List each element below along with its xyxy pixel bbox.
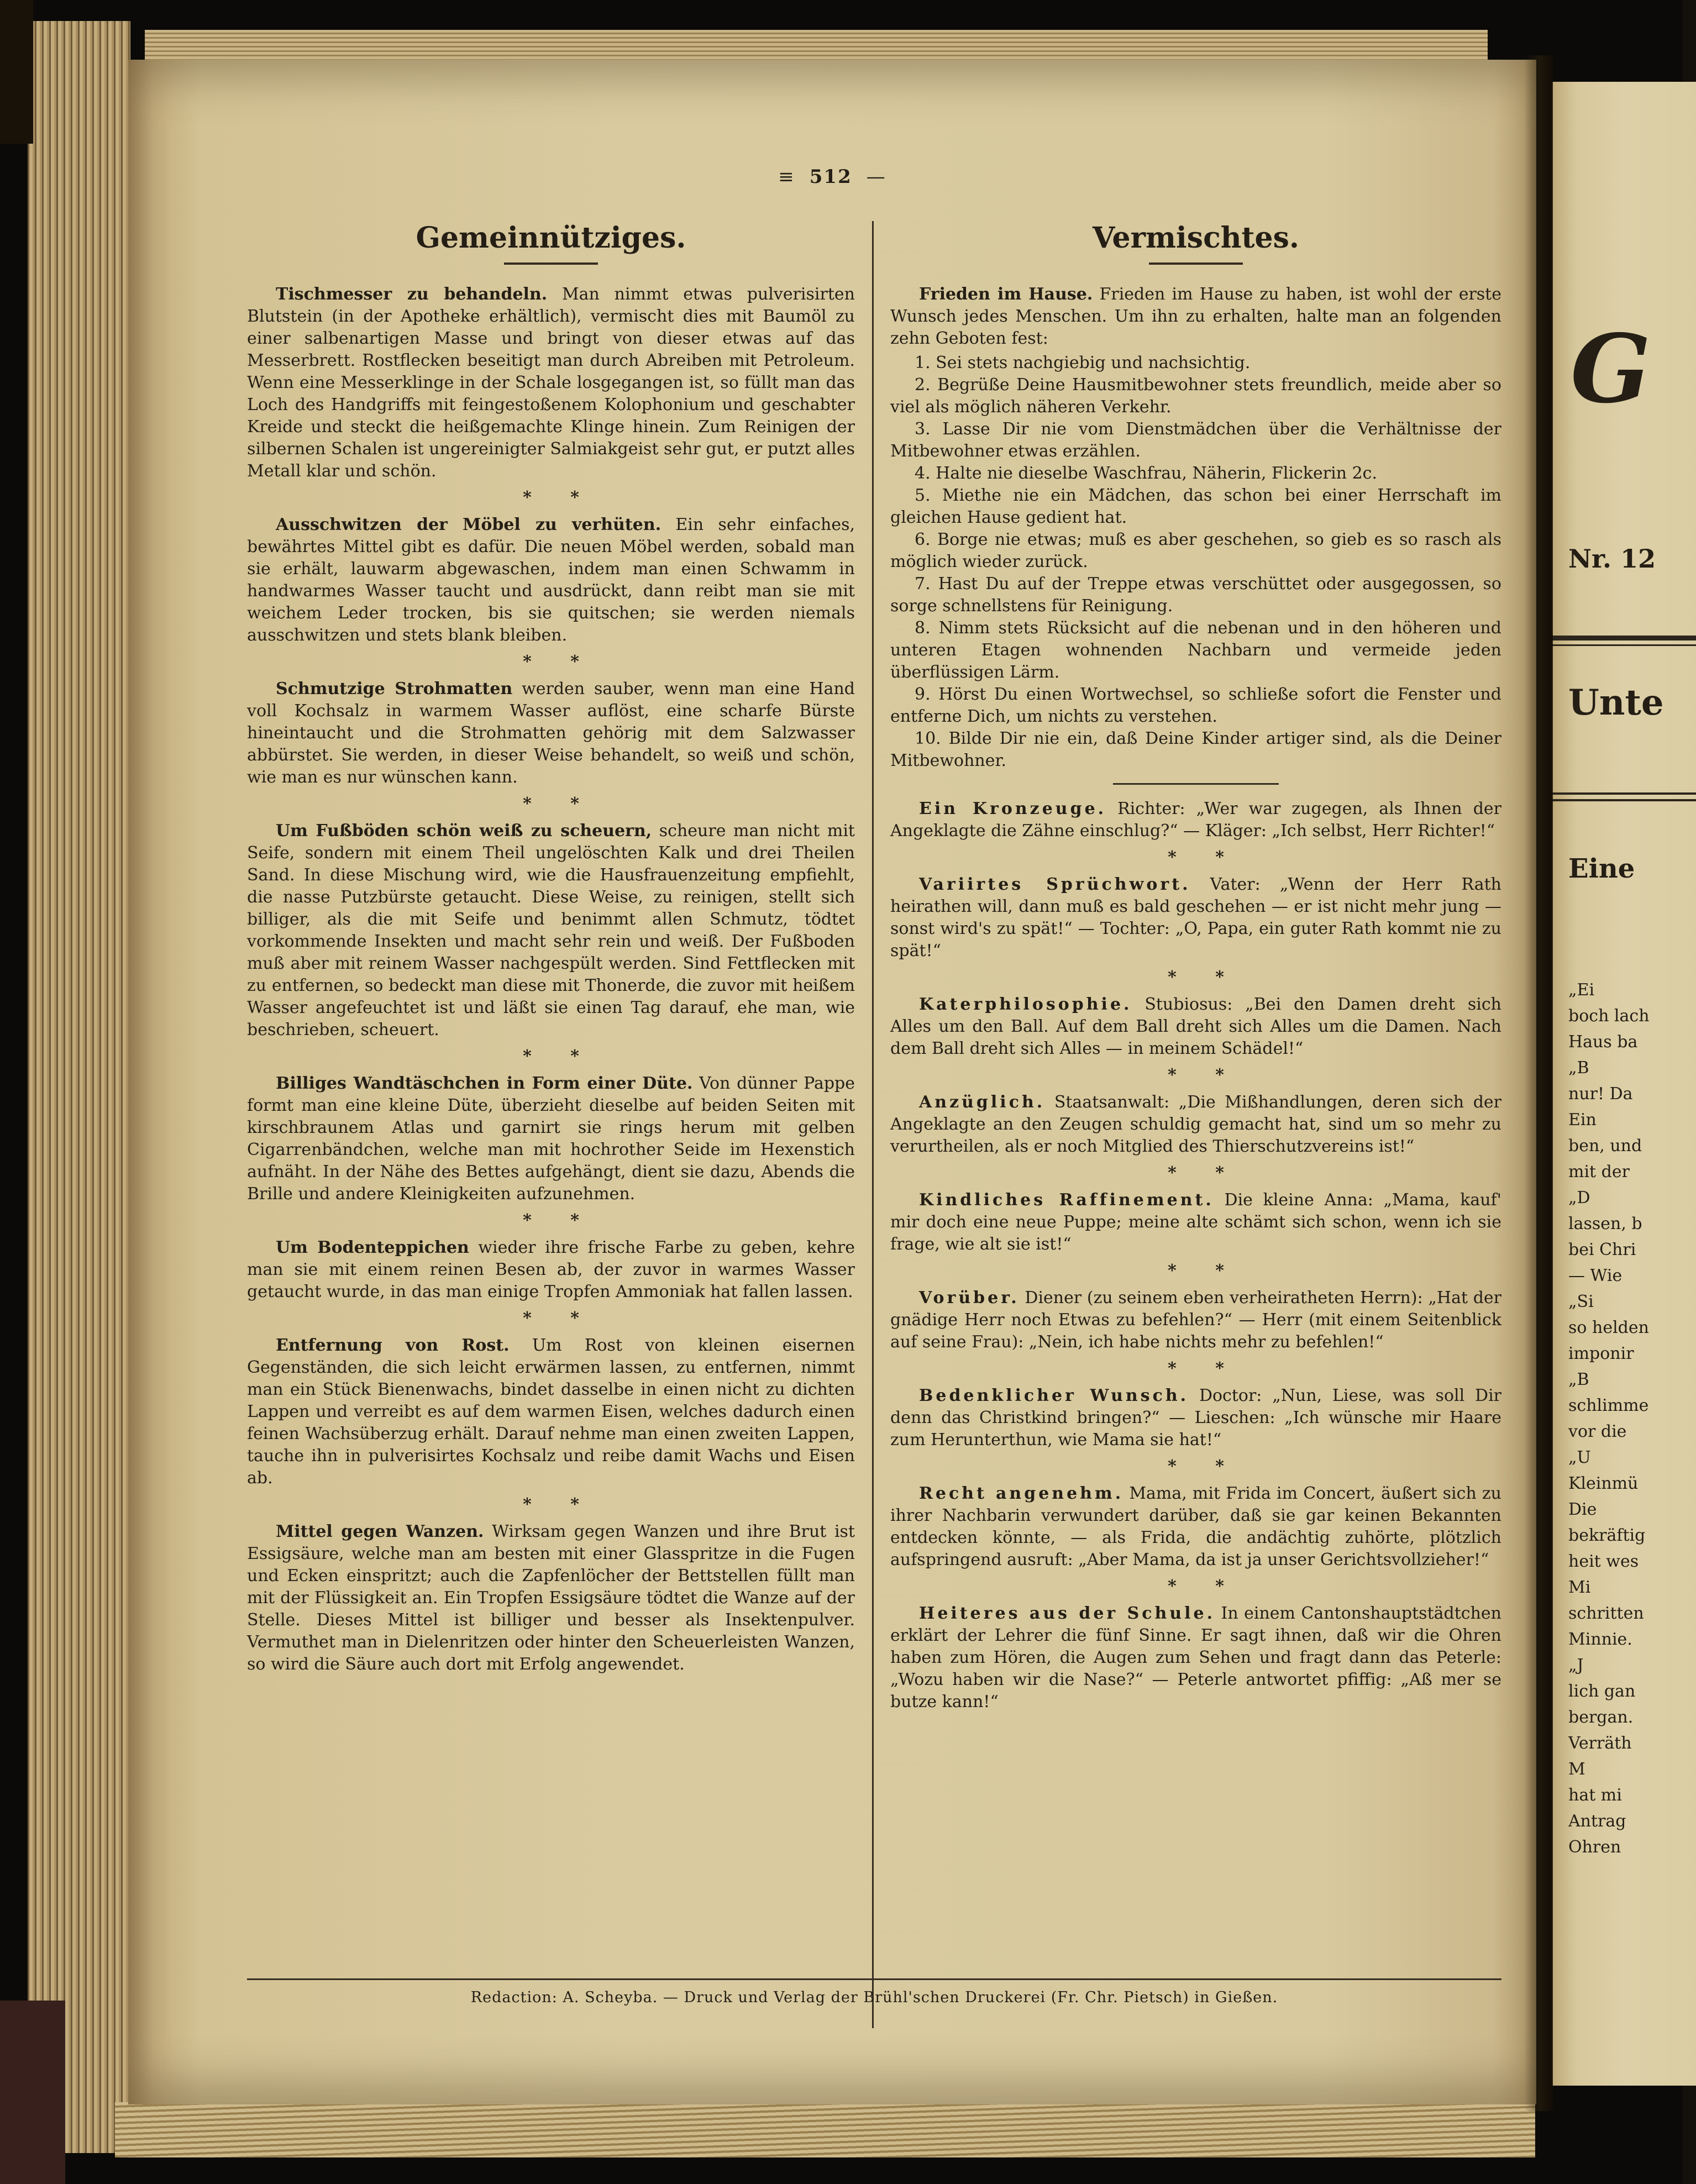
article-wanzen xyxy=(247,1521,855,1676)
article-vorueber xyxy=(890,1287,1501,1353)
article-title: Schmutzige Strohmatten xyxy=(276,679,513,699)
column-divider-rule xyxy=(872,221,874,2028)
article-text: Die kleine Anna: „Mama, kauf' mir doch eine neue Puppe; meine alte schämt sich schon, wenn ich sie frage, wie alt sie ist!“ xyxy=(890,1190,1501,1254)
article-spruechwort xyxy=(890,874,1501,962)
article-title: Ein Kronzeuge. xyxy=(919,799,1107,818)
asterisk-divider: * * xyxy=(523,794,596,813)
text-fragment: boch lach xyxy=(1568,1006,1650,1026)
book-page-stack-top xyxy=(145,30,1488,62)
column-gap xyxy=(855,221,890,2023)
asterisk-divider: * * xyxy=(523,1495,596,1514)
book-page-stack-left xyxy=(28,21,130,2153)
article-title: Katerphilosophie. xyxy=(919,995,1132,1014)
page-number-ornament-left: ≡ xyxy=(778,166,795,188)
asterisk-divider: * * xyxy=(1168,848,1241,867)
text-fragment: Mi xyxy=(1568,1578,1591,1597)
asterisk-divider: * * xyxy=(523,1047,596,1066)
text-fragment: „B xyxy=(1568,1370,1589,1389)
issue-number: Nr. 12 xyxy=(1568,544,1656,574)
text-fragment: „D xyxy=(1568,1188,1590,1208)
text-fragment: bei Chri xyxy=(1568,1240,1636,1259)
section-title-fragment: Unte xyxy=(1568,682,1664,723)
text-fragment: Minnie. xyxy=(1568,1630,1632,1649)
clipped-text-fragments xyxy=(1568,977,1696,1860)
article-text: Stubiosus: „Bei den Damen dreht sich Alles um den Ball. Auf dem Ball dreht sich Alles um die Damen. Nach dem Ball dreht sich Alles — in meinem Schädel!“ xyxy=(890,995,1501,1058)
article-rost xyxy=(247,1335,855,1489)
asterisk-divider: * * xyxy=(1168,1457,1241,1476)
asterisk-divider: * * xyxy=(1168,1359,1241,1378)
asterisk-divider: * * xyxy=(1168,1577,1241,1596)
text-fragment: Kleinmü xyxy=(1568,1474,1639,1493)
section-end-rule xyxy=(1113,783,1279,785)
article-text: Vater: „Wenn der Herr Rath heirathen will, dann muß es bald geschehen — er ist nicht mehr jung — sonst wird's zu spät!“ — Tochter: „O, Papa, ein guter Rath kommt nie zu spät!“ xyxy=(890,875,1501,960)
text-fragment: imponir xyxy=(1568,1344,1634,1363)
article-title: Um Fußböden schön weiß zu scheuern, xyxy=(276,821,652,841)
text-fragment: heit wes xyxy=(1568,1552,1639,1571)
text-fragment: ben, und xyxy=(1568,1136,1642,1156)
article-text: wieder ihre frische Farbe zu geben, kehre man sie mit einem reinen Besen ab, der zuvor in warmes Wasser getaucht wurde, in das man einige Tropfen Ammoniak hat fallen lassen. xyxy=(247,1238,855,1301)
rule-item: 9. Hörst Du einen Wortwechsel, so schließe sofort die Fenster und entferne Dich, um nichts zu verstehen. xyxy=(890,685,1501,726)
article-title: Recht angenehm. xyxy=(919,1484,1124,1503)
article-title: Billiges Wandtäschchen in Form einer Düte. xyxy=(276,1074,693,1093)
rule-item: 7. Hast Du auf der Treppe etwas verschüttet oder ausgegossen, so sorge schnellstens für Reinigung. xyxy=(890,574,1501,616)
column-heading: Gemeinnütziges. xyxy=(416,221,686,255)
next-page-edge xyxy=(1552,82,1696,2086)
article-title: Um Bodenteppichen xyxy=(276,1238,469,1257)
book-cover-corner xyxy=(0,2001,65,2184)
columns xyxy=(247,221,1501,2023)
text-fragment: vor die xyxy=(1568,1422,1627,1441)
article-recht-angenehm xyxy=(890,1483,1501,1571)
text-fragment: Ohren xyxy=(1568,1838,1621,1857)
text-fragment: „J xyxy=(1568,1656,1584,1675)
article-title: Mittel gegen Wanzen. xyxy=(276,1522,484,1541)
article-kronzeuge xyxy=(890,798,1501,842)
text-fragment: lich gan xyxy=(1568,1682,1636,1701)
article-text: Man nimmt etwas pulverisirten Blutstein (in der Apotheke erhältlich), vermischt dies mit Baumöl zu einer salbenartigen Masse und bringt von dieser etwas auf das Messerbrett. Rostflecken beseitigt man durch Abreiben mit Petroleum. Wenn eine Messerklinge in der Schale losgegangen ist, so füllt man das Loch des Handgriffs mit feingestoßenem Kolophonium und geschabter Kreide und steckt die heißgemachte Klinge hinein. Zum Reinigen der silbernen Schalen ist ungereinigter Salmiakgeist sehr gut, er putzt alles Metall klar und schön. xyxy=(247,285,855,481)
article-strohmatten xyxy=(247,678,855,789)
article-anzueglich xyxy=(890,1091,1501,1158)
text-fragment: „U xyxy=(1568,1448,1591,1467)
article-text: Staatsanwalt: „Die Mißhandlungen, deren sich der Angeklagte an den Zeugen schuldig gemacht hat, sind um so mehr zu verurtheilen, als er noch Mitglied des Thierschutzvereins ist!“ xyxy=(890,1093,1501,1156)
newspaper-page xyxy=(128,60,1536,2104)
text-fragment: Verräth xyxy=(1568,1734,1632,1753)
article-text: Doctor: „Nun, Liese, was soll Dir denn das Christkind bringen?“ — Lieschen: „Ich wünsche mir Haare zum Herunterthun, wie Mama sie hat!“ xyxy=(890,1386,1502,1450)
article-title: Anzüglich. xyxy=(919,1093,1046,1112)
text-fragment: lassen, b xyxy=(1568,1214,1642,1233)
rule-item: 2. Begrüße Deine Hausmitbewohner stets freundlich, meide aber so viel als möglich näheren Verkehr. xyxy=(890,375,1501,417)
asterisk-divider: * * xyxy=(523,488,596,507)
article-title: Bedenklicher Wunsch. xyxy=(919,1386,1189,1405)
page-number: 512 xyxy=(809,166,852,188)
text-fragment: schlimme xyxy=(1568,1396,1649,1415)
text-fragment: mit der xyxy=(1568,1162,1630,1182)
heading-rule xyxy=(1149,262,1243,265)
rule-item: 3. Lasse Dir nie vom Dienstmädchen über die Verhältnisse der Mitbewohner etwas erzählen. xyxy=(890,419,1501,461)
masthead-rule-2 xyxy=(1552,792,1696,801)
text-fragment: hat mi xyxy=(1568,1786,1622,1805)
article-bodenteppiche xyxy=(247,1237,855,1303)
text-fragment: „Ei xyxy=(1568,980,1595,1000)
article-title: Vorüber. xyxy=(919,1288,1020,1308)
article-text: Frieden im Hause zu haben, ist wohl der erste Wunsch jedes Menschen. Um ihn zu erhalten, halte man an folgenden zehn Geboten fest: xyxy=(890,285,1501,348)
masthead-rule xyxy=(1552,636,1696,646)
ten-commandments-list xyxy=(890,352,1501,772)
rule-item: 1. Sei stets nachgiebig und nachsichtig. xyxy=(915,353,1251,372)
text-fragment: M xyxy=(1568,1760,1585,1779)
text-fragment: nur! Da xyxy=(1568,1084,1633,1104)
article-raffinement xyxy=(890,1189,1501,1256)
page-number-row xyxy=(128,166,1536,188)
article-text: Um Rost von kleinen eisernen Gegenständen, die sich leicht erwärmen lassen, zu entfernen, nimmt man ein Stück Bienenwachs, bindet dasselbe in einen nicht zu dichten Lappen und verreibt es auf dem warmen Eisen, welches dadurch einen feinen Wachsüberzug erhält. Darauf nehme man einen zweiten Lappen, tauche ihn in pulverisirtes Kochsalz und reibe damit Wachs und Eisen ab. xyxy=(247,1336,855,1488)
article-text: In einem Cantonshauptstädtchen erklärt der Lehrer die fünf Sinne. Er sagt ihnen, daß wir die Ohren haben zum Hören, die Augen zum Sehen und fragt dann das Peterle: „Wozu haben wir die Nase?“ — Peterle antwortet pfiffig: „Aß mer se butze kann!“ xyxy=(890,1604,1501,1712)
asterisk-divider: * * xyxy=(523,652,596,671)
article-title: Heiteres aus der Schule. xyxy=(919,1604,1216,1623)
article-title: Entfernung von Rost. xyxy=(276,1336,510,1355)
article-ausschwitzen xyxy=(247,514,855,647)
article-text: Mama, mit Frida im Concert, äußert sich zu ihrer Nachbarin verwundert darüber, daß sie gar keinen Bekannten entdecken könnte, — als Frida, die andächtig zuhörte, plötzlich aufspringend ausruft: „Aber Mama, da ist ja unser Gerichtsvollzieher!“ xyxy=(890,1484,1502,1569)
imprint-footer: Redaction: A. Scheyba. — Druck und Verlag der Brühl'schen Druckerei (Fr. Chr. Pietsch) in Gießen. xyxy=(247,1978,1501,2006)
asterisk-divider: * * xyxy=(1168,968,1241,987)
article-wunsch xyxy=(890,1385,1501,1451)
article-heiteres-schule xyxy=(890,1603,1501,1713)
asterisk-divider: * * xyxy=(1168,1163,1241,1183)
text-fragment: Ein xyxy=(1568,1110,1597,1130)
article-text: werden sauber, wenn man eine Hand voll Kochsalz in warmem Wasser auflöst, eine scharfe Bürste hineintaucht und die Strohmatten gehörig mit dem Salzwasser abbürstet. Sie werden, in dieser Weise behandelt, so weiß und schön, wie man es nur wünschen kann. xyxy=(247,679,855,787)
page-number-ornament-right: — xyxy=(866,166,886,188)
asterisk-divider: * * xyxy=(1168,1261,1241,1280)
article-title: Ausschwitzen der Möbel zu verhüten. xyxy=(276,515,661,534)
article-tischmesser xyxy=(247,284,855,482)
text-fragment: „B xyxy=(1568,1058,1589,1078)
rule-item: 6. Borge nie etwas; muß es aber geschehen, so gieb es so rasch als möglich wieder zurück. xyxy=(890,530,1501,571)
column-heading: Vermischtes. xyxy=(1092,221,1300,255)
article-wandtaeschchen xyxy=(247,1073,855,1205)
article-text: scheure man nicht mit Seife, sondern mit einem Theil ungelöschten Kalk und drei Theilen Sand. In diese Mischung wird, wie die Hausfrauenzeitung empfiehlt, die nasse Putzbürste getaucht. Diese Weise, zu reinigen, stellt sich billiger, als die mit Seife und benimmt allen Schmutz, tödtet vorkommende Insekten und macht sehr rein und weiß. Der Fußboden muß aber mit reinem Wasser nachgespült werden. Sind Fettflecken mit zu entfernen, so bedeckt man diese mit Thonerde, die zuvor mit heißem Wasser angefeuchtet ist und läßt sie einen Tag darauf, ehe man, wie beschrieben, scheuert. xyxy=(247,821,855,1040)
text-fragment: schritten xyxy=(1568,1604,1644,1623)
text-fragment: Die xyxy=(1568,1500,1597,1519)
book-cover-corner-top xyxy=(0,0,33,144)
heading-rule xyxy=(504,262,598,265)
rule-item: 10. Bilde Dir nie ein, daß Deine Kinder artiger sind, als die Deiner Mitbewohner. xyxy=(890,729,1501,770)
text-fragment: — Wie xyxy=(1568,1266,1623,1285)
text-fragment: Antrag xyxy=(1568,1812,1626,1831)
column-gemeinnuetziges xyxy=(247,221,855,2023)
article-text: Wirksam gegen Wanzen und ihre Brut ist Essigsäure, welche man am besten mit einer Glasspritze in die Fugen und Ecken einspritzt; auch die Zapfenlöcher der Bettstellen füllt man mit der Flüssigkeit an. Ein Tropfen Essigsäure tödtet die Wanze auf der Stelle. Dieses Mittel ist billiger und besser als Insektenpulver. Vermuthet man in Dielenritzen oder hinter den Scheuerleisten Wanzen, so wird die Säure auch dort mit Erfolg angewendet. xyxy=(247,1522,855,1674)
article-text: Richter: „Wer war zugegen, als Ihnen der Angeklagte die Zähne einschlug?“ — Kläger: „Ich selbst, Herr Richter!“ xyxy=(890,799,1501,841)
text-fragment: Haus ba xyxy=(1568,1032,1638,1052)
article-title: Frieden im Hause. xyxy=(919,285,1093,304)
rule-item: 4. Halte nie dieselbe Waschfrau, Näherin, Flickerin 2c. xyxy=(915,464,1377,483)
asterisk-divider: * * xyxy=(523,1309,596,1328)
article-title: Variirtes Sprüchwort. xyxy=(919,875,1191,894)
text-fragment: so helden xyxy=(1568,1318,1649,1337)
text-fragment: bekräftig xyxy=(1568,1526,1646,1545)
article-title: Kindliches Raffinement. xyxy=(919,1190,1214,1210)
article-katerphilosophie xyxy=(890,994,1501,1060)
article-fussboeden xyxy=(247,820,855,1041)
article-text: Von dünner Pappe formt man eine kleine Düte, überzieht dieselbe auf beiden Seiten mit kirschbraunem Atlas und garnirt sie rings herum mit gelben Cigarrenbändchen, welche man mit hochrother Seide im Hexenstich aufnäht. In der Nähe des Bettes aufgehängt, dient sie dazu, Abends die Brille und andere Kleinigkeiten aufzunehmen. xyxy=(247,1074,855,1204)
rule-item: 8. Nimm stets Rücksicht auf die nebenan und in den höheren und unteren Etagen wohnenden Nachbarn und vermeide jeden überflüssigen Lärm. xyxy=(890,618,1501,682)
article-text: Ein sehr einfaches, bewährtes Mittel gibt es dafür. Die neuen Möbel werden, sobald man sie erhält, lauwarm abgewaschen, indem man einen Schwamm in handwarmes Wasser taucht und ausdrückt, dann reibt man sie mit weichem Leder trocken, bis sie quitschen; sie werden niemals ausschwitzen und stets blank bleiben. xyxy=(247,515,855,645)
asterisk-divider: * * xyxy=(523,1211,596,1230)
article-frieden-im-hause xyxy=(890,284,1501,772)
text-fragment: bergan. xyxy=(1568,1708,1634,1727)
text-fragment: „Si xyxy=(1568,1292,1594,1311)
story-title-fragment: Eine xyxy=(1568,853,1635,884)
article-title: Tischmesser zu behandeln. xyxy=(276,285,548,304)
asterisk-divider: * * xyxy=(1168,1065,1241,1085)
article-text: Diener (zu seinem eben verheiratheten Herrn): „Hat der gnädige Herr noch Etwas zu befehlen?“ — Herr (mit einem Seitenblick auf seine Frau): „Nein, ich habe nichts mehr zu befehlen!“ xyxy=(890,1288,1501,1352)
page-crease-shadow xyxy=(1524,55,1553,2111)
column-vermischtes xyxy=(890,221,1501,2023)
book-page-stack-bottom xyxy=(115,2102,1535,2157)
masthead-initial: G xyxy=(1571,314,1651,424)
rule-item: 5. Miethe nie ein Mädchen, das schon bei einer Herrschaft im gleichen Hause gedient hat. xyxy=(890,486,1501,527)
